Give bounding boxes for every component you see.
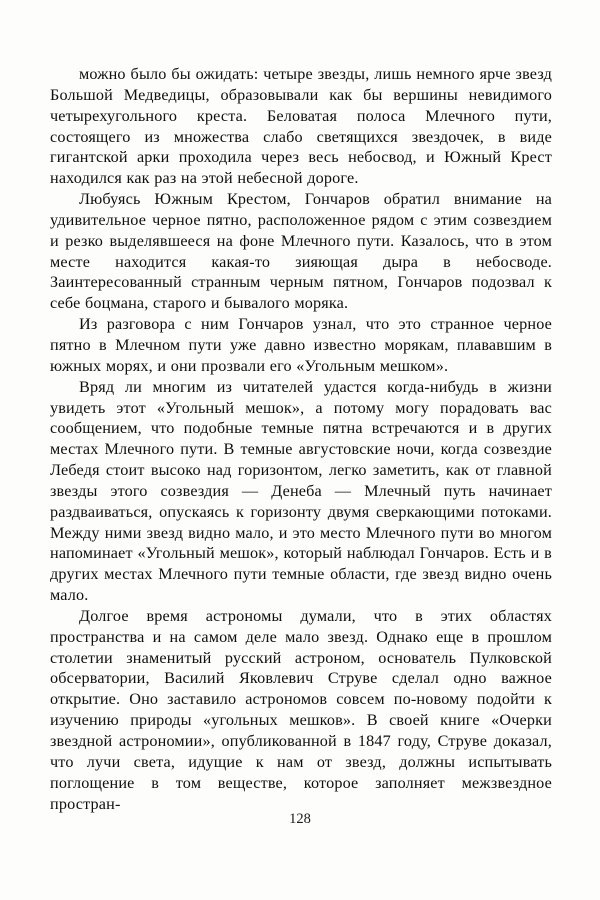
body-paragraph-2: Любуясь Южным Крестом, Гончаров обратил внимание на удивительное черное пятно, расположенное рядом с этим созвездием и резко выделявшееся на фоне Млечного пути. Казалось, что в этом месте находится какая-то зияющая дыра в небосводе. Заинтересованный странным черным пятном, Гончаров подозвал к себе боцмана, старого и бывалого моряка. [50, 190, 552, 313]
body-paragraph-4: Вряд ли многим из читателей удастся когда-нибудь в жизни увидеть этот «Угольный мешок», а потому могу порадовать вас сообщением, что подобные темные пятна встречаются и в других местах Млечного пути. В темные августовские ночи, когда созвездие Лебедя стоит высоко над горизонтом, легко заметить, как от главной звезды этого созвездия — Денеба — Млечный путь начинает раздваиваться, опускаясь к горизонту двумя сверкающими потоками. Между ними звезд видно мало, и это место Млечного пути во многом напоминает «Угольный мешок», который наблюдал Гончаров. Есть и в других местах Млечного пути темные области, где звезд видно очень мало. [50, 377, 552, 605]
body-paragraph-1: можно было бы ожидать: четыре звезды, лишь немного ярче звезд Большой Медведицы, образовывали как бы вершины невидимого четырехугольного креста. Беловатая полоса Млечного пути, состоящего из множества слабо светящихся звездочек, в виде гигантской арки проходила через весь небосвод, и Южный Крест находился как раз на этой небесной дороге. [50, 65, 552, 188]
page-text-block [50, 64, 552, 814]
body-paragraph-5: Долгое время астрономы думали, что в этих областях пространства и на самом деле мало звезд. Однако еще в прошлом столетии знаменитый русский астроном, основатель Пулковской обсерватории, Василий Яковлевич Струве сделал одно важное открытие. Оно заставило астрономов совсем по-новому подойти к изучению природы «угольных мешков». В своей книге «Очерки звездной астрономии», опубликованной в 1847 году, Струве доказал, что лучи света, идущие к нам от звезд, должны испытывать поглощение в том веществе, которое заполняет межзвездное простран- [50, 606, 552, 813]
body-paragraph-3: Из разговора с ним Гончаров узнал, что это странное черное пятно в Млечном пути уже давно известно морякам, плававшим в южных морях, и они прозвали его «Угольным мешком». [50, 315, 552, 375]
page-number: 128 [289, 811, 311, 827]
